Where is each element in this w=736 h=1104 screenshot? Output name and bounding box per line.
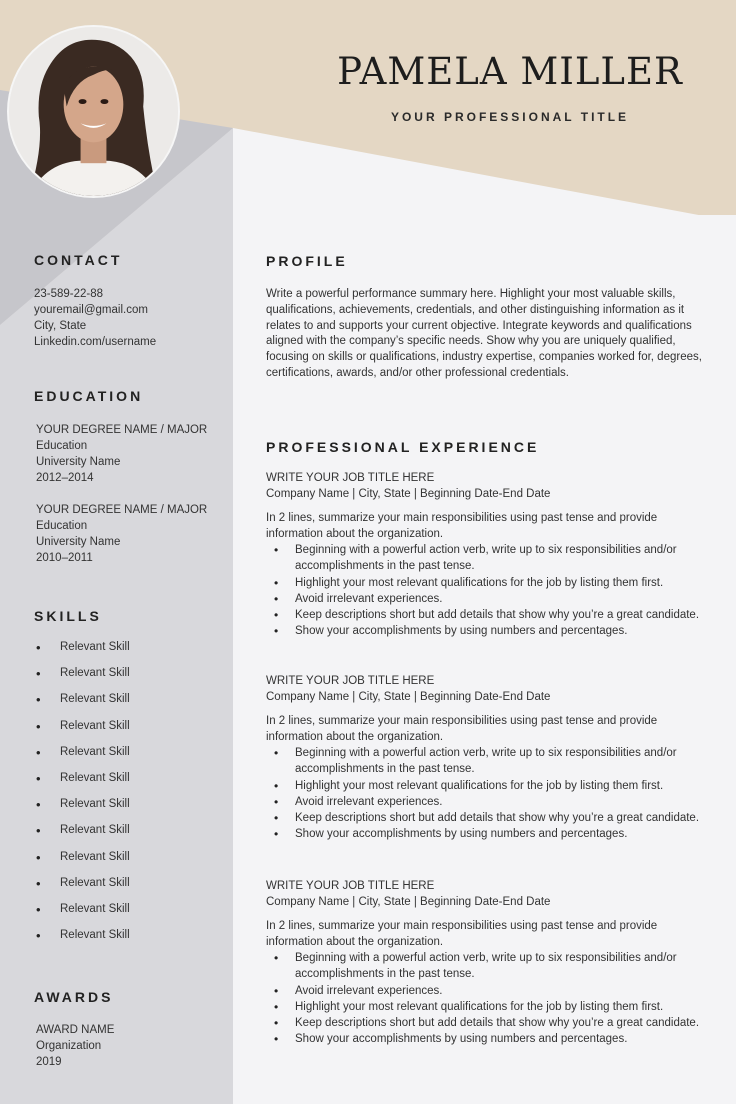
job-bullet: • Show your accomplishments by using numbers and percentages. [266,826,716,842]
profile-heading: PROFILE [266,253,348,269]
skill-item: • Relevant Skill [36,851,130,877]
skill-item: • Relevant Skill [36,772,130,798]
job-bullet: • Beginning with a powerful action verb, write up to six responsibilities and/or accomplishments in the past tense. [266,950,716,983]
degree-years: 2012–2014 [36,472,94,484]
degree-years: 2010–2011 [36,552,93,564]
contact-block [34,286,156,350]
job-title: WRITE YOUR JOB TITLE HERE [266,472,435,484]
skill-item: • Relevant Skill [36,929,130,955]
award-name: AWARD NAME [36,1024,115,1036]
job-bullet: • Highlight your most relevant qualifications for the job by listing them first. [266,999,716,1015]
profile-summary: Write a powerful performance summary here. Highlight your most valuable skills, qualifications, achievements, credentials, and other distinguishing information as it relates to and supports your current objective. Integrate keywords and qualifications aligned with the company’s specific needs. Show why you are uniquely qualified, focusing on skills or qualifications, industry expertise, companies worked for, degrees, certifications, awards, and/or other professional credentials. [266,288,702,379]
professional-title: YOUR PROFESSIONAL TITLE [390,110,630,124]
job-summary: In 2 lines, summarize your main responsibilities using past tense and provide information about the organization. [266,715,658,743]
skill-item: • Relevant Skill [36,641,130,667]
job-entry [266,878,716,1048]
education-entry [36,422,207,486]
job-bullet: • Avoid irrelevant experiences. [266,983,716,999]
skill-item: • Relevant Skill [36,693,130,719]
job-bullet: • Avoid irrelevant experiences. [266,591,716,607]
job-bullet: • Highlight your most relevant qualifications for the job by listing them first. [266,575,716,591]
skill-item: • Relevant Skill [36,877,130,903]
profile-photo [9,27,178,196]
degree-name: YOUR DEGREE NAME / MAJOR [36,424,208,436]
job-title: WRITE YOUR JOB TITLE HERE [266,880,435,892]
university-name: University Name [36,536,121,548]
job-company: Company Name | City, State | Beginning Date-End Date [266,691,551,703]
job-bullet: • Keep descriptions short but add details that show why you’re a great candidate. [266,607,716,623]
award-year: 2019 [36,1056,62,1068]
job-bullet: • Beginning with a powerful action verb, write up to six responsibilities and/or accomplishments in the past tense. [266,745,716,778]
job-bullet: • Show your accomplishments by using numbers and percentages. [266,1031,716,1047]
job-bullets [266,950,716,1048]
contact-linkedin[interactable]: Linkedin.com/username [34,336,157,348]
job-bullets [266,542,716,640]
candidate-name: PAMELA MILLER [337,50,683,93]
job-company: Company Name | City, State | Beginning Date-End Date [266,488,551,500]
experience-heading: PROFESSIONAL EXPERIENCE [266,439,540,455]
contact-location: City, State [34,320,87,332]
skill-item: • Relevant Skill [36,746,130,772]
skill-item: • Relevant Skill [36,798,130,824]
job-summary: In 2 lines, summarize your main responsibilities using past tense and provide information about the organization. [266,512,658,540]
awards-heading: AWARDS [34,989,114,1005]
award-organization: Organization [36,1040,102,1052]
education-entry [36,502,207,566]
job-bullet: • Keep descriptions short but add details that show why you’re a great candidate. [266,1015,716,1031]
contact-phone: 23-589-22-88 [34,288,104,300]
job-summary: In 2 lines, summarize your main responsibilities using past tense and provide information about the organization. [266,920,658,948]
job-bullet: • Avoid irrelevant experiences. [266,794,716,810]
job-entry [266,673,716,843]
skill-item: • Relevant Skill [36,824,130,850]
skill-item: • Relevant Skill [36,720,130,746]
job-entry [266,470,716,640]
job-title: WRITE YOUR JOB TITLE HERE [266,675,435,687]
job-bullet: • Show your accomplishments by using numbers and percentages. [266,623,716,639]
job-bullet: • Highlight your most relevant qualifications for the job by listing them first. [266,778,716,794]
education-heading: EDUCATION [34,388,144,404]
university-name: University Name [36,456,121,468]
degree-name: YOUR DEGREE NAME / MAJOR [36,504,208,516]
degree-field: Education [36,440,88,452]
skill-item: • Relevant Skill [36,903,130,929]
award-entry [36,1022,114,1070]
skills-list [36,641,130,955]
contact-email[interactable]: youremail@gmail.com [34,304,148,316]
job-company: Company Name | City, State | Beginning Date-End Date [266,896,551,908]
skills-heading: SKILLS [34,608,102,624]
job-bullet: • Keep descriptions short but add details that show why you’re a great candidate. [266,810,716,826]
skill-item: • Relevant Skill [36,667,130,693]
degree-field: Education [36,520,88,532]
contact-heading: CONTACT [34,252,123,268]
job-bullet: • Beginning with a powerful action verb, write up to six responsibilities and/or accomplishments in the past tense. [266,542,716,575]
job-bullets [266,745,716,843]
